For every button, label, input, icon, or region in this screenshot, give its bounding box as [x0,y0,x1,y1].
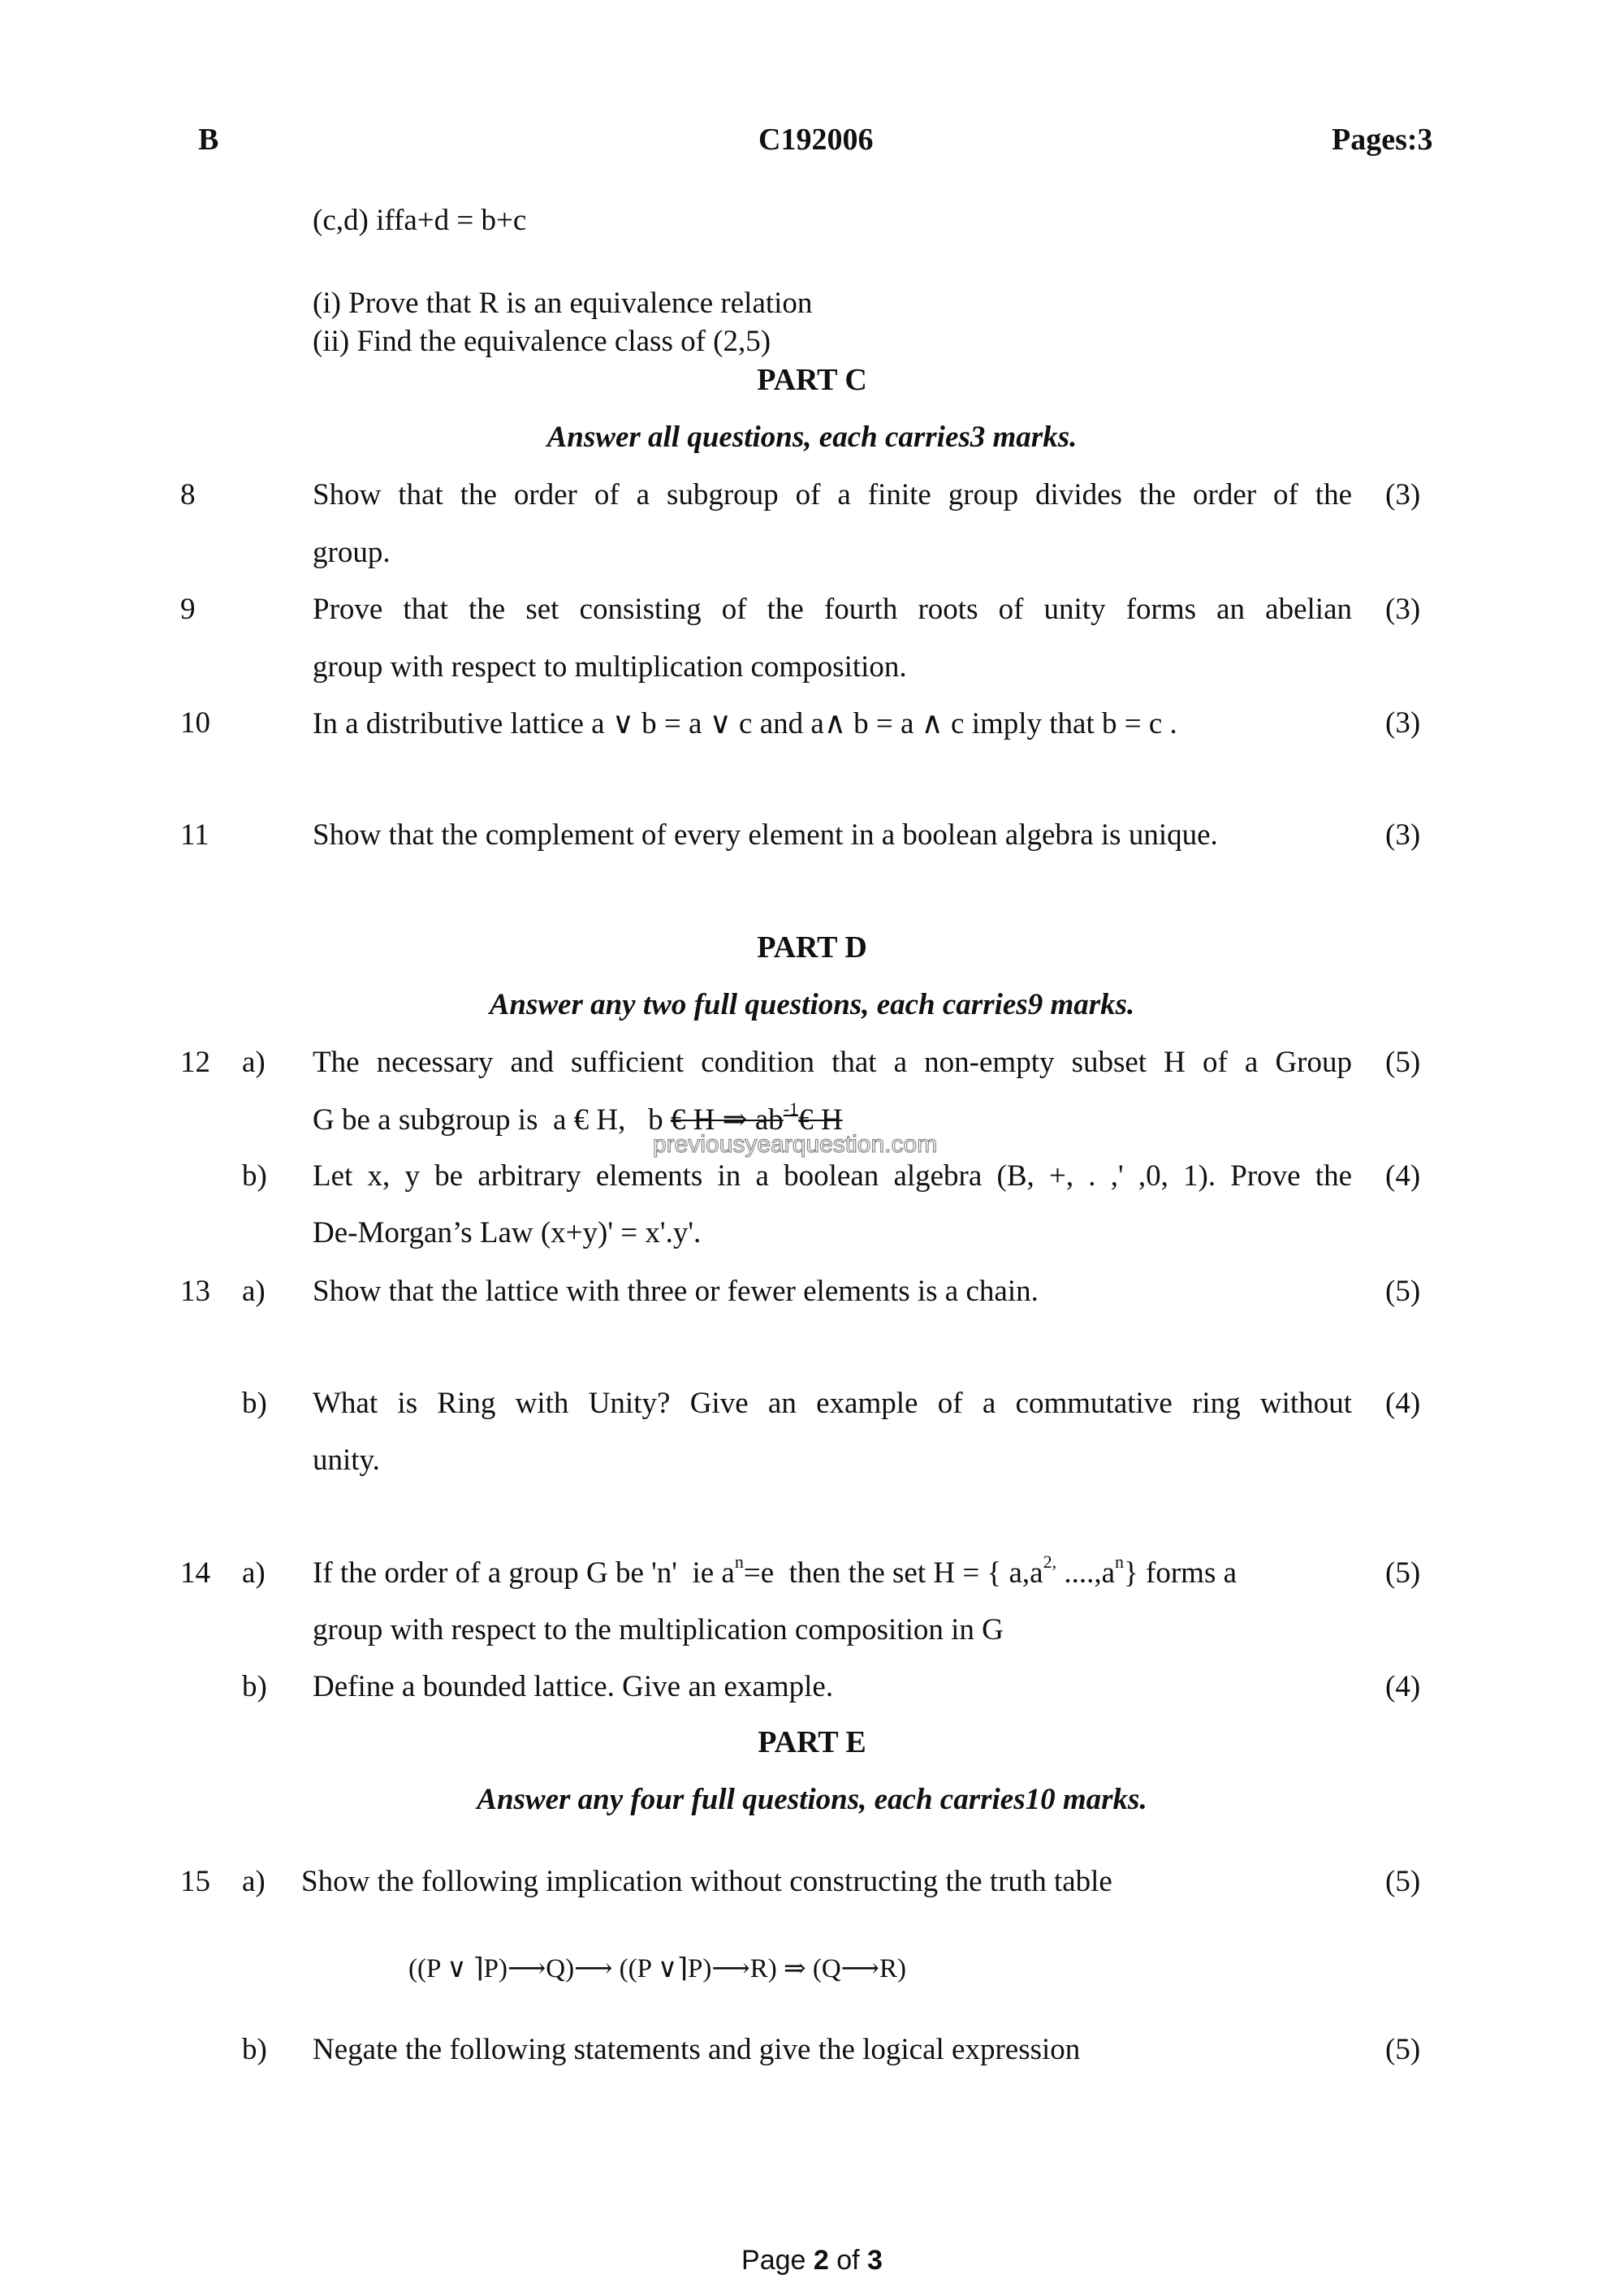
question-number-12: 12 [180,1046,210,1079]
page-footer [0,2245,1624,2277]
question-number-10: 10 [180,706,210,740]
question-12b-label: b) [242,1159,267,1193]
question-14a-marks: (5) [1385,1556,1421,1590]
part-e-title: PART E [758,1725,866,1759]
question-number-8: 8 [180,478,196,511]
exponent-2: 2, [1043,1552,1057,1572]
question-13b-label: b) [242,1387,267,1420]
question-13a-text: Show that the lattice with three or fewer elements is a chain. [313,1275,1039,1308]
question-9-line2: group with respect to multiplication composition. [313,650,907,684]
question-10-marks: (3) [1385,706,1421,740]
part-c-title: PART C [757,363,867,397]
question-12a-line1: The necessary and sufficient condition that a non-empty subset H of a Group [313,1046,1352,1079]
footer-of-word: of [828,2245,868,2276]
question-number-11: 11 [180,818,209,852]
part-d-instruction: Answer any two full questions, each carries9 marks. [489,988,1135,1021]
exam-set-label: B [198,123,219,157]
question-8-marks: (3) [1385,478,1421,511]
question-15a-text: Show the following implication without constructing the truth table [301,1865,1112,1898]
question-14a-text-b: =e then the set H = { a,a [743,1556,1043,1590]
question-14b-text: Define a bounded lattice. Give an example. [313,1670,834,1703]
question-12b-line2: De-Morgan’s Law (x+y)' = x'.y'. [313,1216,702,1249]
footer-current-page: 2 [813,2245,829,2276]
footer-page-word: Page [741,2245,814,2276]
question-14a-text-a: If the order of a group G be 'n' ie a [313,1556,735,1590]
part-c-instruction: Answer all questions, each carries3 marks. [546,421,1078,454]
exponent-n: n [734,1552,744,1572]
question-number-14: 14 [180,1556,210,1590]
question-12a-struck-text: € H ⇒ ab [670,1103,784,1137]
question-11-marks: (3) [1385,818,1421,852]
question-number-15: 15 [180,1865,210,1898]
part-e-instruction: Answer any four full questions, each carries10 marks. [477,1783,1147,1816]
question-9-line1: Prove that the set consisting of the fourth roots of unity forms an abelian [313,593,1352,626]
question-15b-text: Negate the following statements and give the logical expression [313,2033,1081,2066]
question-9-marks: (3) [1385,593,1421,626]
question-14a-line1 [313,1552,1237,1590]
question-13b-marks: (4) [1385,1387,1421,1420]
question-13b-line1: What is Ring with Unity? Give an example of a commutative ring without [313,1387,1352,1420]
question-13a-label: a) [242,1275,266,1308]
question-12b-line1: Let x, y be arbitrary elements in a boolean algebra (B, +, . ,' ,0, 1). Prove the [313,1159,1352,1193]
subpart-i: (i) Prove that R is an equivalence relation [313,287,813,320]
question-14a-label: a) [242,1556,266,1590]
implication-formula: ((P ∨ ⌉P)⟶Q)⟶ ((P ∨⌉P)⟶R) ⇒ (Q⟶R) [408,1954,906,1983]
website-watermark: previousyearquestion.com [653,1131,938,1158]
inverse-superscript: -1 [783,1098,799,1119]
question-8-line2: group. [313,536,391,569]
question-15a-marks: (5) [1385,1865,1421,1898]
question-15b-label: b) [242,2033,267,2066]
question-13b-line2: unity. [313,1444,380,1477]
question-10-text: In a distributive lattice a ∨ b = a ∨ c and a∧ b = a ∧ c imply that b = c . [313,707,1177,740]
question-14a-line2: group with respect to the multiplication composition in G [313,1613,1004,1646]
question-14a-text-d: } forms a [1124,1556,1237,1590]
relation-definition: (c,d) iffa+d = b+c [313,204,527,237]
question-14b-label: b) [242,1670,267,1703]
question-number-9: 9 [180,593,196,626]
question-15b-marks: (5) [1385,2033,1421,2066]
subpart-ii: (ii) Find the equivalence class of (2,5) [313,325,771,358]
question-8-line1: Show that the order of a subgroup of a finite group divides the order of the [313,478,1352,511]
question-11-text: Show that the complement of every element in a boolean algebra is unique. [313,818,1218,852]
question-14a-text-c: ....,a [1056,1556,1116,1590]
question-13a-marks: (5) [1385,1275,1421,1308]
question-12b-marks: (4) [1385,1159,1421,1193]
question-12a-struck-end: € H [798,1103,843,1137]
footer-total-pages: 3 [867,2245,883,2276]
question-15a-label: a) [242,1865,266,1898]
question-12a-marks: (5) [1385,1046,1421,1079]
question-number-13: 13 [180,1275,210,1308]
question-12a-label: a) [242,1046,266,1079]
exponent-n-2: n [1115,1552,1125,1572]
question-14b-marks: (4) [1385,1670,1421,1703]
page-count: Pages:3 [1332,123,1433,157]
exam-code: C192006 [758,123,874,157]
question-12a-line2-start: G be a subgroup is a € H, b [313,1103,671,1137]
part-d-title: PART D [757,930,867,965]
